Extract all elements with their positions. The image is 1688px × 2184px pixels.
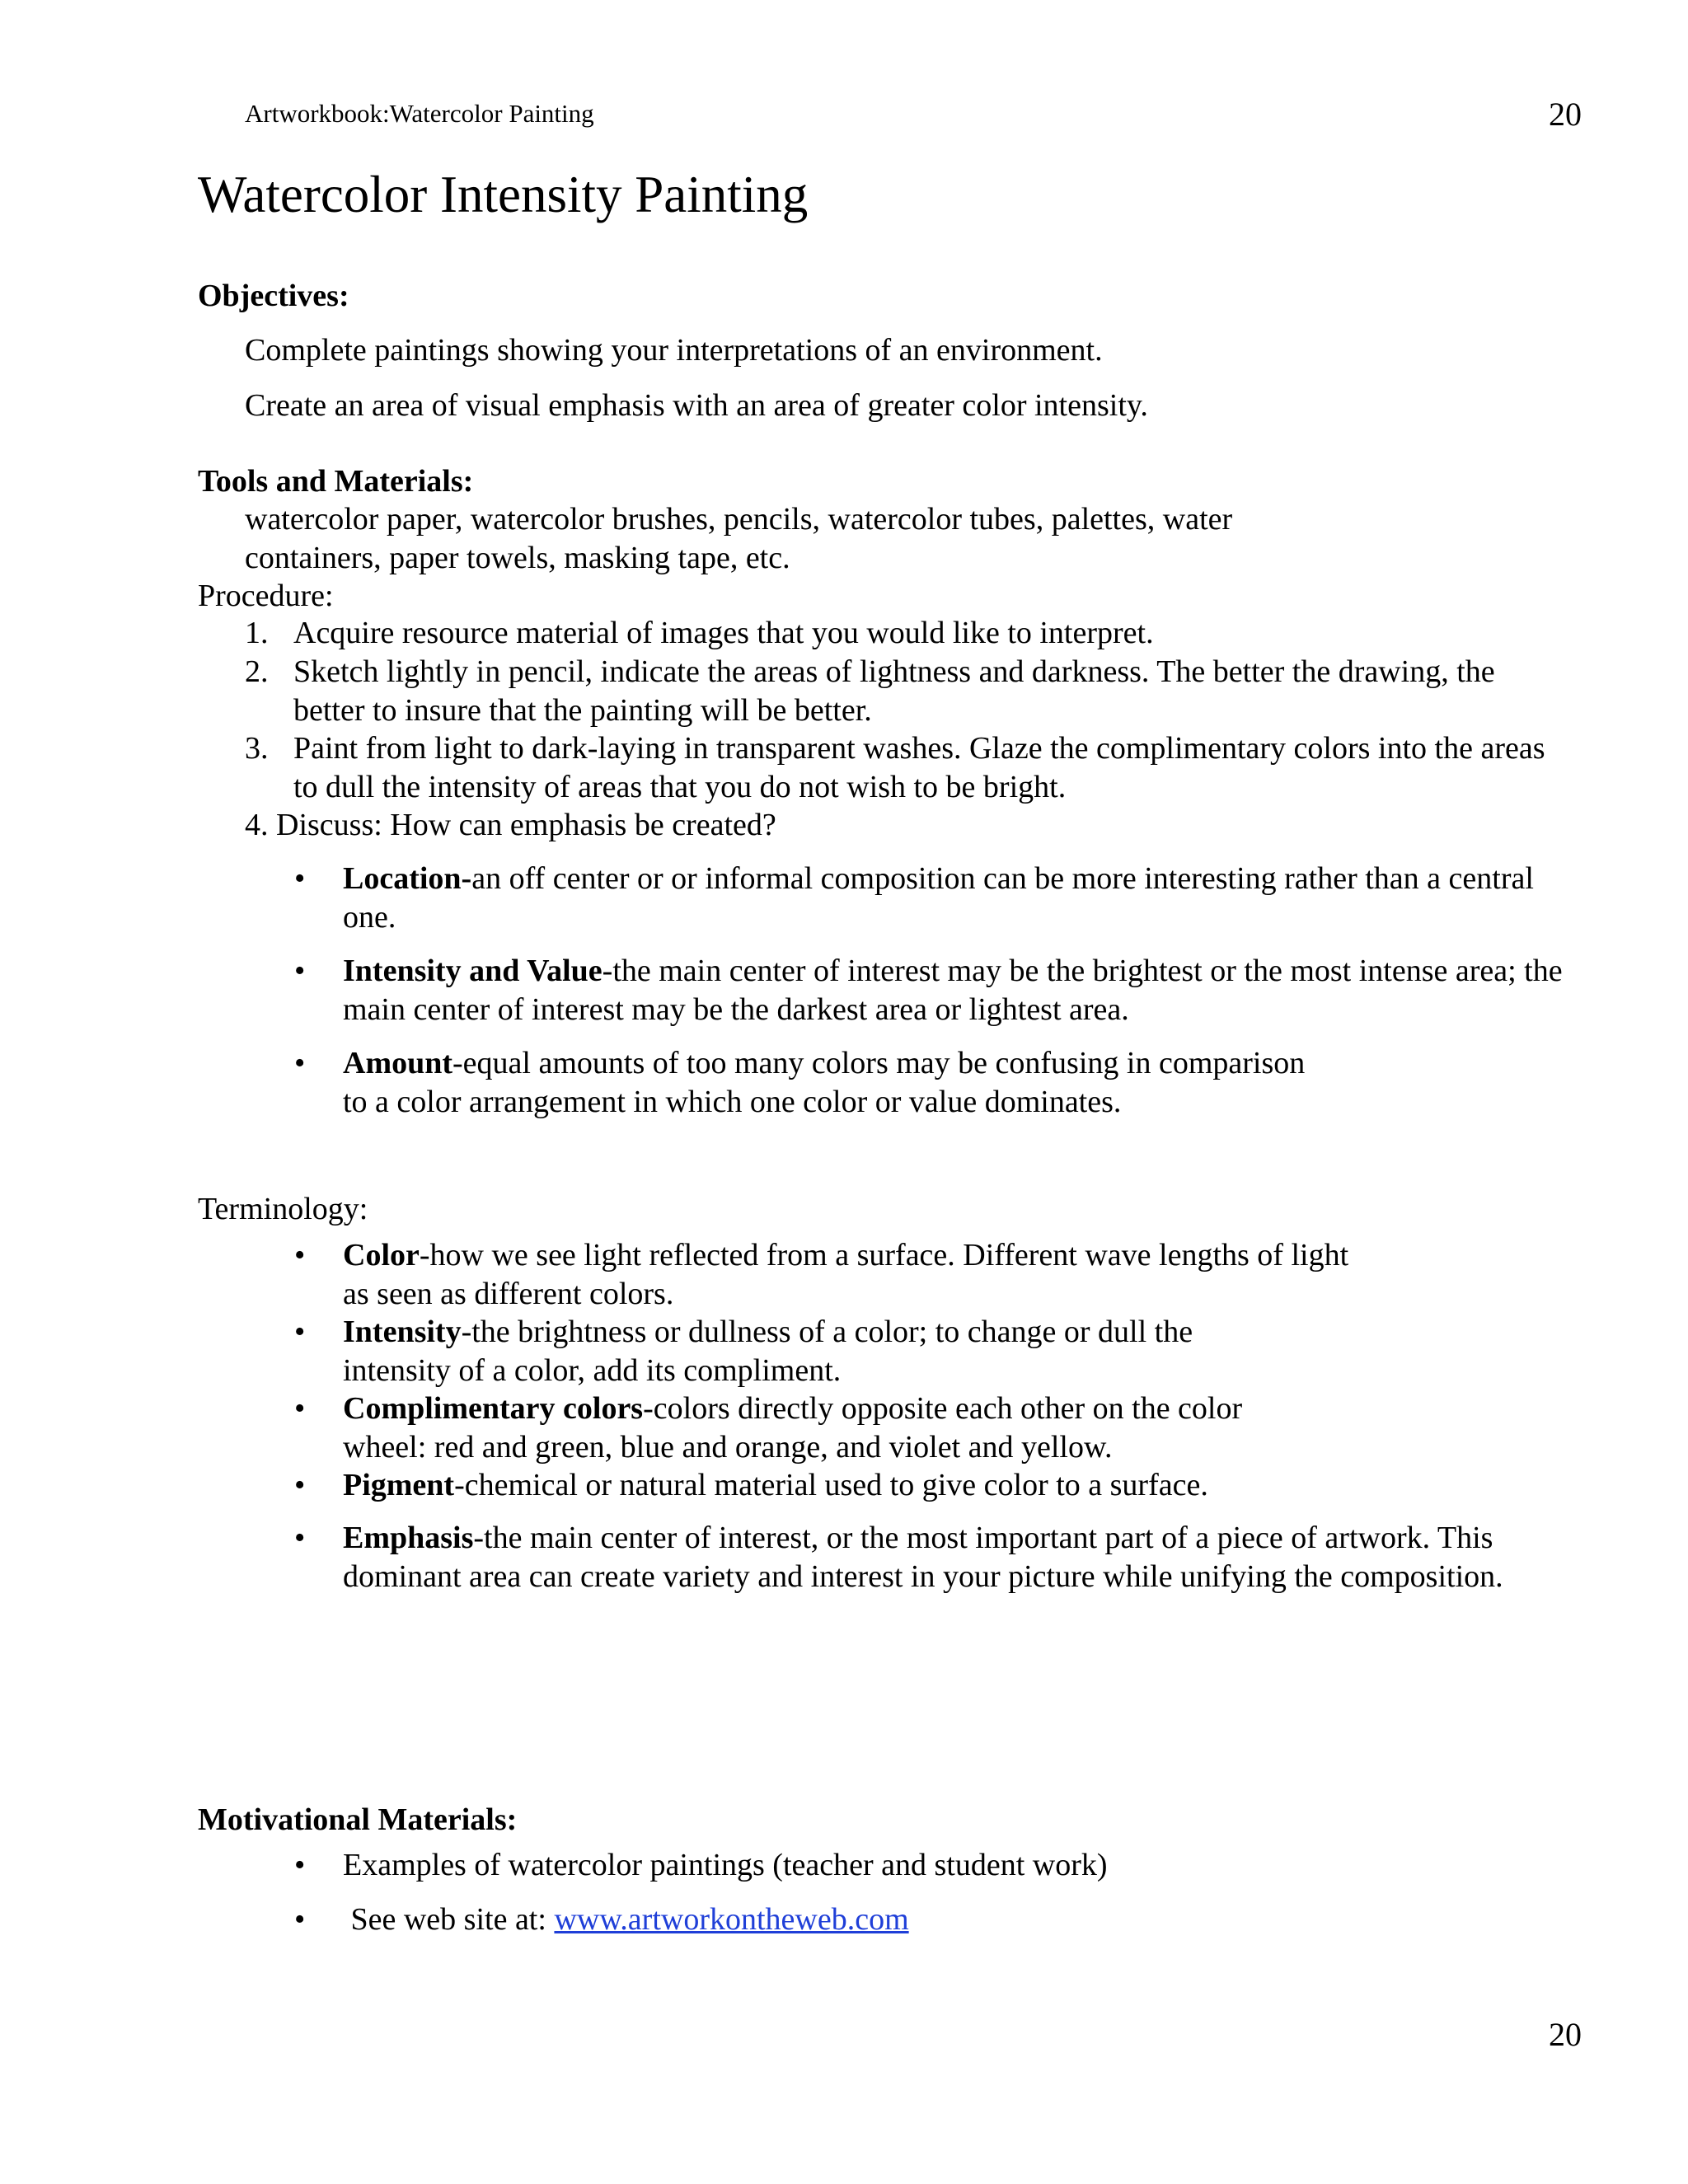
page-title: Watercolor Intensity Painting <box>198 166 809 223</box>
list-item <box>294 1846 1531 1885</box>
list-item <box>294 952 1588 1029</box>
list-item <box>294 1236 1357 1314</box>
term-description: -how we see light reflected from a surface. Different wave lengths of light as seen as different colors. <box>343 1238 1349 1311</box>
motivational-heading: Motivational Materials: <box>198 1802 518 1837</box>
term-description: -chemical or natural material used to give color to a surface. <box>454 1468 1208 1502</box>
term-label: Amount <box>343 1046 453 1080</box>
bullet-icon: • <box>294 861 306 896</box>
objective-item: Complete paintings showing your interpretations of an environment. <box>245 333 1103 368</box>
bullet-icon: • <box>294 1391 306 1426</box>
tools-heading: Tools and Materials: <box>198 464 474 499</box>
term-description: -the main center of interest may be the brightest or the most intense area; the main center of interest may be the darkest area or lightest area. <box>343 954 1563 1027</box>
step-text: Paint from light to dark-laying in transparent washes. Glaze the complimentary colors into the areas to dull the intensity of areas that you do not wish to be bright. <box>293 731 1545 804</box>
step-text: Sketch lightly in pencil, indicate the areas of lightness and darkness. The better the drawing, the better to insure that the painting will be better. <box>293 654 1495 728</box>
bullet-icon: • <box>294 1468 306 1502</box>
list-item <box>294 1519 1580 1596</box>
term-label: Color <box>343 1238 420 1272</box>
step-number: 1. <box>245 616 269 650</box>
list-item <box>294 1900 1531 1939</box>
step-number: 3. <box>245 731 269 766</box>
objectives-heading: Objectives: <box>198 279 349 313</box>
term-description: an off center or or informal composition can be more interesting rather than a central one. <box>343 861 1534 935</box>
bullet-icon: • <box>294 1046 306 1080</box>
step-text: Acquire resource material of images that you would like to interpret. <box>293 616 1154 650</box>
website-link[interactable]: www.artworkontheweb.com <box>554 1902 909 1937</box>
term-description: -colors directly opposite each other on the color wheel: red and green, blue and orange, and violet and yellow. <box>343 1391 1243 1465</box>
term-label: Intensity <box>343 1315 462 1349</box>
tools-line: containers, paper towels, masking tape, etc. <box>245 541 790 575</box>
motivational-item: Examples of watercolor paintings (teacher and student work) <box>343 1848 1108 1882</box>
list-item <box>294 1390 1316 1467</box>
procedure-step <box>245 653 1564 730</box>
terminology-heading: Terminology: <box>198 1192 368 1226</box>
running-header: Artworkbook:Watercolor Painting <box>245 99 594 128</box>
procedure-heading: Procedure: <box>198 579 334 613</box>
bullet-icon: • <box>294 1521 306 1555</box>
tools-line: watercolor paper, watercolor brushes, pencils, watercolor tubes, palettes, water <box>245 502 1233 537</box>
page-number-bottom: 20 <box>1549 2016 1582 2053</box>
procedure-step <box>245 729 1564 807</box>
procedure-discuss: 4. Discuss: How can emphasis be created? <box>245 808 776 842</box>
bullet-icon: • <box>294 1315 306 1349</box>
term-description: -the brightness or dullness of a color; to change or dull the intensity of a color, add its compliment. <box>343 1315 1193 1388</box>
bullet-icon: • <box>294 1238 306 1272</box>
term-label: Complimentary colors <box>343 1391 644 1426</box>
bullet-icon: • <box>294 1848 306 1882</box>
page-number-top: 20 <box>1549 96 1582 133</box>
term-label: Location- <box>343 861 472 896</box>
web-site-label: See web site at: <box>343 1902 555 1937</box>
term-description: -the main center of interest, or the most important part of a piece of artwork. This dominant area can create variety and interest in your picture while unifying the composition. <box>343 1521 1503 1594</box>
objective-item: Create an area of visual emphasis with an area of greater color intensity. <box>245 388 1148 423</box>
term-label: Intensity and Value <box>343 954 603 988</box>
term-label: Pigment <box>343 1468 455 1502</box>
step-number: 2. <box>245 654 269 689</box>
term-description: -equal amounts of too many colors may be confusing in comparison to a color arrangement in which one color or value dominates. <box>343 1046 1306 1119</box>
term-label: Emphasis <box>343 1521 474 1555</box>
bullet-icon: • <box>294 954 306 988</box>
list-item <box>294 1466 1531 1505</box>
procedure-step <box>245 614 1605 653</box>
bullet-icon: • <box>294 1902 306 1937</box>
list-item <box>294 860 1588 937</box>
list-item <box>294 1313 1308 1390</box>
list-item <box>294 1044 1325 1122</box>
